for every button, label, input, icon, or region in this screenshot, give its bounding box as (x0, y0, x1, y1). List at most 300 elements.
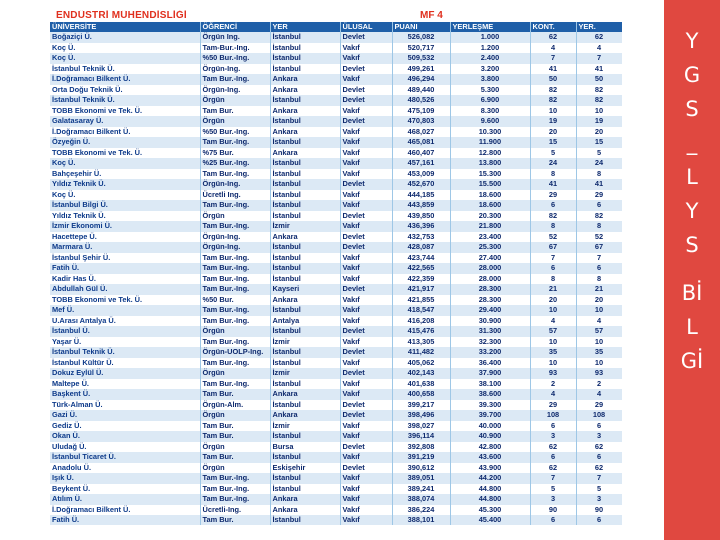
quota-cell: 82 (530, 85, 576, 96)
rank-cell: 30.900 (450, 316, 530, 327)
type-cell: Vakıf (340, 274, 392, 285)
placed-cell: 6 (576, 421, 622, 432)
quota-cell: 62 (530, 463, 576, 474)
table-row (50, 221, 622, 232)
rank-cell: 37.900 (450, 368, 530, 379)
quota-cell: 5 (530, 148, 576, 159)
side-letter: Gİ (680, 349, 704, 373)
rank-cell: 39.700 (450, 410, 530, 421)
column-header: KONT. (530, 22, 576, 32)
city-cell: İstanbul (270, 64, 340, 75)
rank-cell: 18.600 (450, 200, 530, 211)
table-row (50, 463, 622, 474)
placed-cell: 4 (576, 389, 622, 400)
program-type-cell: Tam Bur.-Ing. (200, 484, 270, 495)
placed-cell: 7 (576, 473, 622, 484)
university-cell: Fatih Ü. (50, 515, 200, 525)
program-type-cell: Örgün-UOLP-Ing. (200, 347, 270, 358)
score-cell: 453,009 (392, 169, 450, 180)
program-type-cell: %50 Bur.-Ing. (200, 127, 270, 138)
placed-cell: 19 (576, 116, 622, 127)
city-cell: İstanbul (270, 452, 340, 463)
placed-cell: 24 (576, 158, 622, 169)
university-cell: Okan Ü. (50, 431, 200, 442)
side-letter: L (686, 315, 698, 339)
rank-cell: 21.800 (450, 221, 530, 232)
university-cell: Bahçeşehir Ü. (50, 169, 200, 180)
score-cell: 388,074 (392, 494, 450, 505)
quota-cell: 15 (530, 137, 576, 148)
program-type-cell: Tam Bur. (200, 515, 270, 525)
program-type-cell: Tam Bur.-Ing. (200, 358, 270, 369)
type-cell: Vakıf (340, 515, 392, 525)
rank-cell: 42.800 (450, 442, 530, 453)
table-row (50, 316, 622, 327)
rank-cell: 28.000 (450, 274, 530, 285)
type-cell: Vakıf (340, 337, 392, 348)
rank-cell: 18.600 (450, 190, 530, 201)
placed-cell: 10 (576, 358, 622, 369)
type-cell: Devlet (340, 442, 392, 453)
university-cell: Orta Doğu Teknik Ü. (50, 85, 200, 96)
rank-cell: 44.200 (450, 473, 530, 484)
quota-cell: 2 (530, 379, 576, 390)
table-body (50, 32, 622, 525)
table-row (50, 158, 622, 169)
score-cell: 391,219 (392, 452, 450, 463)
placed-cell: 50 (576, 74, 622, 85)
table-row (50, 484, 622, 495)
type-cell: Vakıf (340, 74, 392, 85)
table-row (50, 473, 622, 484)
placed-cell: 67 (576, 242, 622, 253)
score-type-code: MF 4 (420, 10, 443, 21)
city-cell: İstanbul (270, 305, 340, 316)
placed-cell: 6 (576, 452, 622, 463)
score-cell: 526,082 (392, 32, 450, 43)
score-cell: 509,532 (392, 53, 450, 64)
column-header: YER (270, 22, 340, 32)
program-type-cell: Tam Bur. (200, 421, 270, 432)
column-header: ÜLUSAL (340, 22, 392, 32)
program-type-cell: Tam Bur.-Ing. (200, 263, 270, 274)
table-row (50, 421, 622, 432)
placed-cell: 82 (576, 95, 622, 106)
city-cell: İzmir (270, 368, 340, 379)
score-cell: 423,744 (392, 253, 450, 264)
score-cell: 405,062 (392, 358, 450, 369)
program-type-cell: Örgün-Alm. (200, 400, 270, 411)
rank-cell: 33.200 (450, 347, 530, 358)
score-cell: 398,027 (392, 421, 450, 432)
rank-cell: 12.800 (450, 148, 530, 159)
university-cell: TOBB Ekonomi ve Tek. Ü. (50, 106, 200, 117)
placed-cell: 82 (576, 211, 622, 222)
program-type-cell: Tam Bur. (200, 389, 270, 400)
university-cell: Anadolu Ü. (50, 463, 200, 474)
placed-cell: 4 (576, 43, 622, 54)
university-cell: TOBB Ekonomi ve Tek. Ü. (50, 148, 200, 159)
city-cell: Ankara (270, 410, 340, 421)
rank-cell: 43.900 (450, 463, 530, 474)
placed-cell: 7 (576, 253, 622, 264)
table-row (50, 232, 622, 243)
score-cell: 415,476 (392, 326, 450, 337)
score-cell: 386,224 (392, 505, 450, 516)
rank-cell: 43.600 (450, 452, 530, 463)
university-cell: İstanbul Teknik Ü. (50, 95, 200, 106)
side-letter: Y (685, 29, 699, 53)
table-row (50, 337, 622, 348)
city-cell: İstanbul (270, 32, 340, 43)
quota-cell: 6 (530, 263, 576, 274)
type-cell: Vakıf (340, 494, 392, 505)
type-cell: Vakıf (340, 190, 392, 201)
university-cell: Fatih Ü. (50, 263, 200, 274)
type-cell: Devlet (340, 64, 392, 75)
rank-cell: 29.400 (450, 305, 530, 316)
quota-cell: 29 (530, 400, 576, 411)
rank-cell: 28.300 (450, 295, 530, 306)
type-cell: Vakıf (340, 473, 392, 484)
quota-cell: 6 (530, 515, 576, 525)
quota-cell: 4 (530, 389, 576, 400)
program-type-cell: Tam Bur.-Ing. (200, 316, 270, 327)
rank-cell: 8.300 (450, 106, 530, 117)
type-cell: Vakıf (340, 253, 392, 264)
program-type-cell: Ücretli Ing. (200, 190, 270, 201)
university-cell: Koç Ü. (50, 53, 200, 64)
table-row (50, 242, 622, 253)
city-cell: Bursa (270, 442, 340, 453)
rank-cell: 10.300 (450, 127, 530, 138)
placed-cell: 57 (576, 326, 622, 337)
city-cell: Ankara (270, 127, 340, 138)
program-type-cell: Örgün (200, 368, 270, 379)
placed-cell: 41 (576, 64, 622, 75)
score-cell: 400,658 (392, 389, 450, 400)
program-type-cell: Örgün (200, 211, 270, 222)
program-type-cell: Tam Bur.-Ing. (200, 274, 270, 285)
table-row (50, 326, 622, 337)
city-cell: Ankara (270, 389, 340, 400)
university-cell: İ.Doğramacı Bilkent Ü. (50, 505, 200, 516)
quota-cell: 82 (530, 211, 576, 222)
university-cell: TOBB Ekonomi ve Tek. Ü. (50, 295, 200, 306)
city-cell: İstanbul (270, 95, 340, 106)
university-cell: İ.Doğramacı Bilkent Ü. (50, 74, 200, 85)
university-cell: Koç Ü. (50, 43, 200, 54)
university-cell: İstanbul Teknik Ü. (50, 64, 200, 75)
score-cell: 422,565 (392, 263, 450, 274)
program-type-cell: Tam Bur.-Ing. (200, 284, 270, 295)
rank-cell: 36.400 (450, 358, 530, 369)
column-header: YER. (576, 22, 622, 32)
type-cell: Vakıf (340, 106, 392, 117)
score-cell: 421,855 (392, 295, 450, 306)
placed-cell: 10 (576, 106, 622, 117)
table-row (50, 74, 622, 85)
type-cell: Vakıf (340, 389, 392, 400)
quota-cell: 20 (530, 295, 576, 306)
placed-cell: 29 (576, 400, 622, 411)
city-cell: İstanbul (270, 169, 340, 180)
city-cell: Ankara (270, 232, 340, 243)
program-type-cell: %25 Bur.-Ing. (200, 158, 270, 169)
program-type-cell: Ücretli-Ing. (200, 505, 270, 516)
rank-cell: 13.800 (450, 158, 530, 169)
program-type-cell: Örgün-Ing. (200, 232, 270, 243)
score-cell: 496,294 (392, 74, 450, 85)
type-cell: Devlet (340, 368, 392, 379)
quota-cell: 8 (530, 221, 576, 232)
placed-cell: 8 (576, 274, 622, 285)
placed-cell: 90 (576, 505, 622, 516)
city-cell: İstanbul (270, 179, 340, 190)
university-cell: Özyeğin Ü. (50, 137, 200, 148)
rank-cell: 45.300 (450, 505, 530, 516)
type-cell: Devlet (340, 400, 392, 411)
quota-cell: 4 (530, 316, 576, 327)
placed-cell: 8 (576, 221, 622, 232)
type-cell: Devlet (340, 410, 392, 421)
program-type-cell: %75 Bur. (200, 148, 270, 159)
placed-cell: 15 (576, 137, 622, 148)
city-cell: İzmir (270, 337, 340, 348)
type-cell: Vakıf (340, 158, 392, 169)
rank-cell: 25.300 (450, 242, 530, 253)
program-type-cell: Tam Bur.-Ing. (200, 473, 270, 484)
university-cell: Galatasaray Ü. (50, 116, 200, 127)
type-cell: Vakıf (340, 221, 392, 232)
university-cell: İstanbul Ü. (50, 326, 200, 337)
column-header: ÖĞRENCİ (200, 22, 270, 32)
placed-cell: 8 (576, 169, 622, 180)
type-cell: Vakıf (340, 379, 392, 390)
city-cell: İstanbul (270, 116, 340, 127)
city-cell: Ankara (270, 85, 340, 96)
type-cell: Vakıf (340, 53, 392, 64)
city-cell: Ankara (270, 494, 340, 505)
city-cell: İstanbul (270, 158, 340, 169)
score-cell: 439,850 (392, 211, 450, 222)
quota-cell: 41 (530, 64, 576, 75)
table-row (50, 253, 622, 264)
quota-cell: 6 (530, 200, 576, 211)
placed-cell: 6 (576, 200, 622, 211)
type-cell: Vakıf (340, 484, 392, 495)
placed-cell: 82 (576, 85, 622, 96)
quota-cell: 29 (530, 190, 576, 201)
quota-cell: 4 (530, 43, 576, 54)
score-cell: 452,670 (392, 179, 450, 190)
program-type-cell: Tam Bur.-Ing. (200, 494, 270, 505)
quota-cell: 35 (530, 347, 576, 358)
table-row (50, 431, 622, 442)
placed-cell: 6 (576, 515, 622, 525)
quota-cell: 5 (530, 484, 576, 495)
program-type-cell: Tam Bur. (200, 106, 270, 117)
placed-cell: 93 (576, 368, 622, 379)
program-type-cell: Tam Bur. (200, 452, 270, 463)
type-cell: Devlet (340, 95, 392, 106)
city-cell: Ankara (270, 106, 340, 117)
type-cell: Vakıf (340, 200, 392, 211)
title-bar (50, 10, 622, 22)
university-cell: Türk-Alman Ü. (50, 400, 200, 411)
side-letter: Y (685, 199, 699, 223)
score-cell: 392,808 (392, 442, 450, 453)
document-title: ENDÜSTRİ MÜHENDİSLİĞİ (56, 10, 187, 21)
program-type-cell: Tam Bur.-Ing. (200, 169, 270, 180)
city-cell: İstanbul (270, 431, 340, 442)
university-cell: Yıldız Teknik Ü. (50, 179, 200, 190)
placed-cell: 62 (576, 442, 622, 453)
university-cell: İ.Doğramacı Bilkent Ü. (50, 127, 200, 138)
score-cell: 428,087 (392, 242, 450, 253)
quota-cell: 7 (530, 53, 576, 64)
university-cell: Beykent Ü. (50, 484, 200, 495)
table-row (50, 410, 622, 421)
program-type-cell: Tam Bur.-Ing. (200, 200, 270, 211)
score-cell: 460,407 (392, 148, 450, 159)
score-cell: 499,261 (392, 64, 450, 75)
score-cell: 416,208 (392, 316, 450, 327)
university-cell: Uludağ Ü. (50, 442, 200, 453)
rank-cell: 3.200 (450, 64, 530, 75)
score-cell: 480,526 (392, 95, 450, 106)
quota-cell: 57 (530, 326, 576, 337)
city-cell: İstanbul (270, 43, 340, 54)
university-cell: İstanbul Teknik Ü. (50, 347, 200, 358)
program-type-cell: Tam Bur.-Ing. (200, 379, 270, 390)
city-cell: İstanbul (270, 484, 340, 495)
university-cell: U.Arası Antalya Ü. (50, 316, 200, 327)
program-type-cell: %50 Bur.-Ing. (200, 53, 270, 64)
score-cell: 388,101 (392, 515, 450, 525)
university-cell: Abdullah Gül Ü. (50, 284, 200, 295)
rank-cell: 6.900 (450, 95, 530, 106)
rank-cell: 45.400 (450, 515, 530, 525)
rank-cell: 23.400 (450, 232, 530, 243)
placed-cell: 7 (576, 53, 622, 64)
table-header-row (50, 22, 622, 32)
quota-cell: 21 (530, 284, 576, 295)
quota-cell: 7 (530, 253, 576, 264)
score-cell: 457,161 (392, 158, 450, 169)
program-type-cell: Tam Bur.-Ing. (200, 221, 270, 232)
city-cell: İstanbul (270, 347, 340, 358)
side-letter: G (683, 63, 701, 87)
type-cell: Vakıf (340, 148, 392, 159)
rank-cell: 40.000 (450, 421, 530, 432)
table-row (50, 32, 622, 43)
type-cell: Vakıf (340, 305, 392, 316)
city-cell: İstanbul (270, 358, 340, 369)
table-row (50, 400, 622, 411)
table-row (50, 263, 622, 274)
city-cell: İstanbul (270, 326, 340, 337)
quota-cell: 62 (530, 32, 576, 43)
table-row (50, 211, 622, 222)
score-cell: 389,051 (392, 473, 450, 484)
city-cell: İzmir (270, 421, 340, 432)
rank-cell: 39.300 (450, 400, 530, 411)
type-cell: Devlet (340, 116, 392, 127)
side-letter: Bİ (681, 281, 703, 305)
score-cell: 475,109 (392, 106, 450, 117)
rank-cell: 5.300 (450, 85, 530, 96)
type-cell: Devlet (340, 211, 392, 222)
table-row (50, 305, 622, 316)
program-type-cell: Tam Bur.-Ing. (200, 337, 270, 348)
table-row (50, 127, 622, 138)
score-cell: 396,114 (392, 431, 450, 442)
university-cell: Boğaziçi Ü. (50, 32, 200, 43)
program-type-cell: Örgün (200, 463, 270, 474)
type-cell: Vakıf (340, 358, 392, 369)
rank-cell: 44.800 (450, 494, 530, 505)
university-cell: Koç Ü. (50, 158, 200, 169)
table-row (50, 452, 622, 463)
city-cell: İstanbul (270, 200, 340, 211)
city-cell: İstanbul (270, 263, 340, 274)
type-cell: Vakıf (340, 263, 392, 274)
type-cell: Vakıf (340, 137, 392, 148)
placed-cell: 10 (576, 305, 622, 316)
placed-cell: 20 (576, 295, 622, 306)
table-row (50, 95, 622, 106)
rank-cell: 9.600 (450, 116, 530, 127)
rank-cell: 20.300 (450, 211, 530, 222)
university-ranking-table (50, 22, 622, 525)
type-cell: Devlet (340, 463, 392, 474)
program-type-cell: Tam Bur.-Ing. (200, 137, 270, 148)
ranking-document (50, 10, 622, 525)
university-cell: İzmir Ekonomi Ü. (50, 221, 200, 232)
program-type-cell: Örgün-Ing. (200, 85, 270, 96)
table-row (50, 442, 622, 453)
quota-cell: 50 (530, 74, 576, 85)
program-type-cell: Örgün-Ing. (200, 179, 270, 190)
score-cell: 399,217 (392, 400, 450, 411)
score-cell: 443,859 (392, 200, 450, 211)
university-cell: Mef Ü. (50, 305, 200, 316)
program-type-cell: Örgün (200, 410, 270, 421)
score-cell: 402,143 (392, 368, 450, 379)
score-cell: 411,482 (392, 347, 450, 358)
city-cell: İstanbul (270, 242, 340, 253)
side-letter: L (686, 165, 698, 189)
quota-cell: 6 (530, 421, 576, 432)
program-type-cell: Örgün Ing. (200, 32, 270, 43)
type-cell: Vakıf (340, 452, 392, 463)
table-row (50, 389, 622, 400)
quota-cell: 8 (530, 169, 576, 180)
table-row (50, 64, 622, 75)
university-cell: Yıldız Teknik Ü. (50, 211, 200, 222)
university-cell: İstanbul Bilgi Ü. (50, 200, 200, 211)
university-cell: Atılım Ü. (50, 494, 200, 505)
quota-cell: 7 (530, 473, 576, 484)
type-cell: Devlet (340, 232, 392, 243)
score-cell: 422,359 (392, 274, 450, 285)
city-cell: İstanbul (270, 515, 340, 525)
score-cell: 465,081 (392, 137, 450, 148)
rank-cell: 28.000 (450, 263, 530, 274)
program-type-cell: Örgün (200, 116, 270, 127)
city-cell: Ankara (270, 505, 340, 516)
